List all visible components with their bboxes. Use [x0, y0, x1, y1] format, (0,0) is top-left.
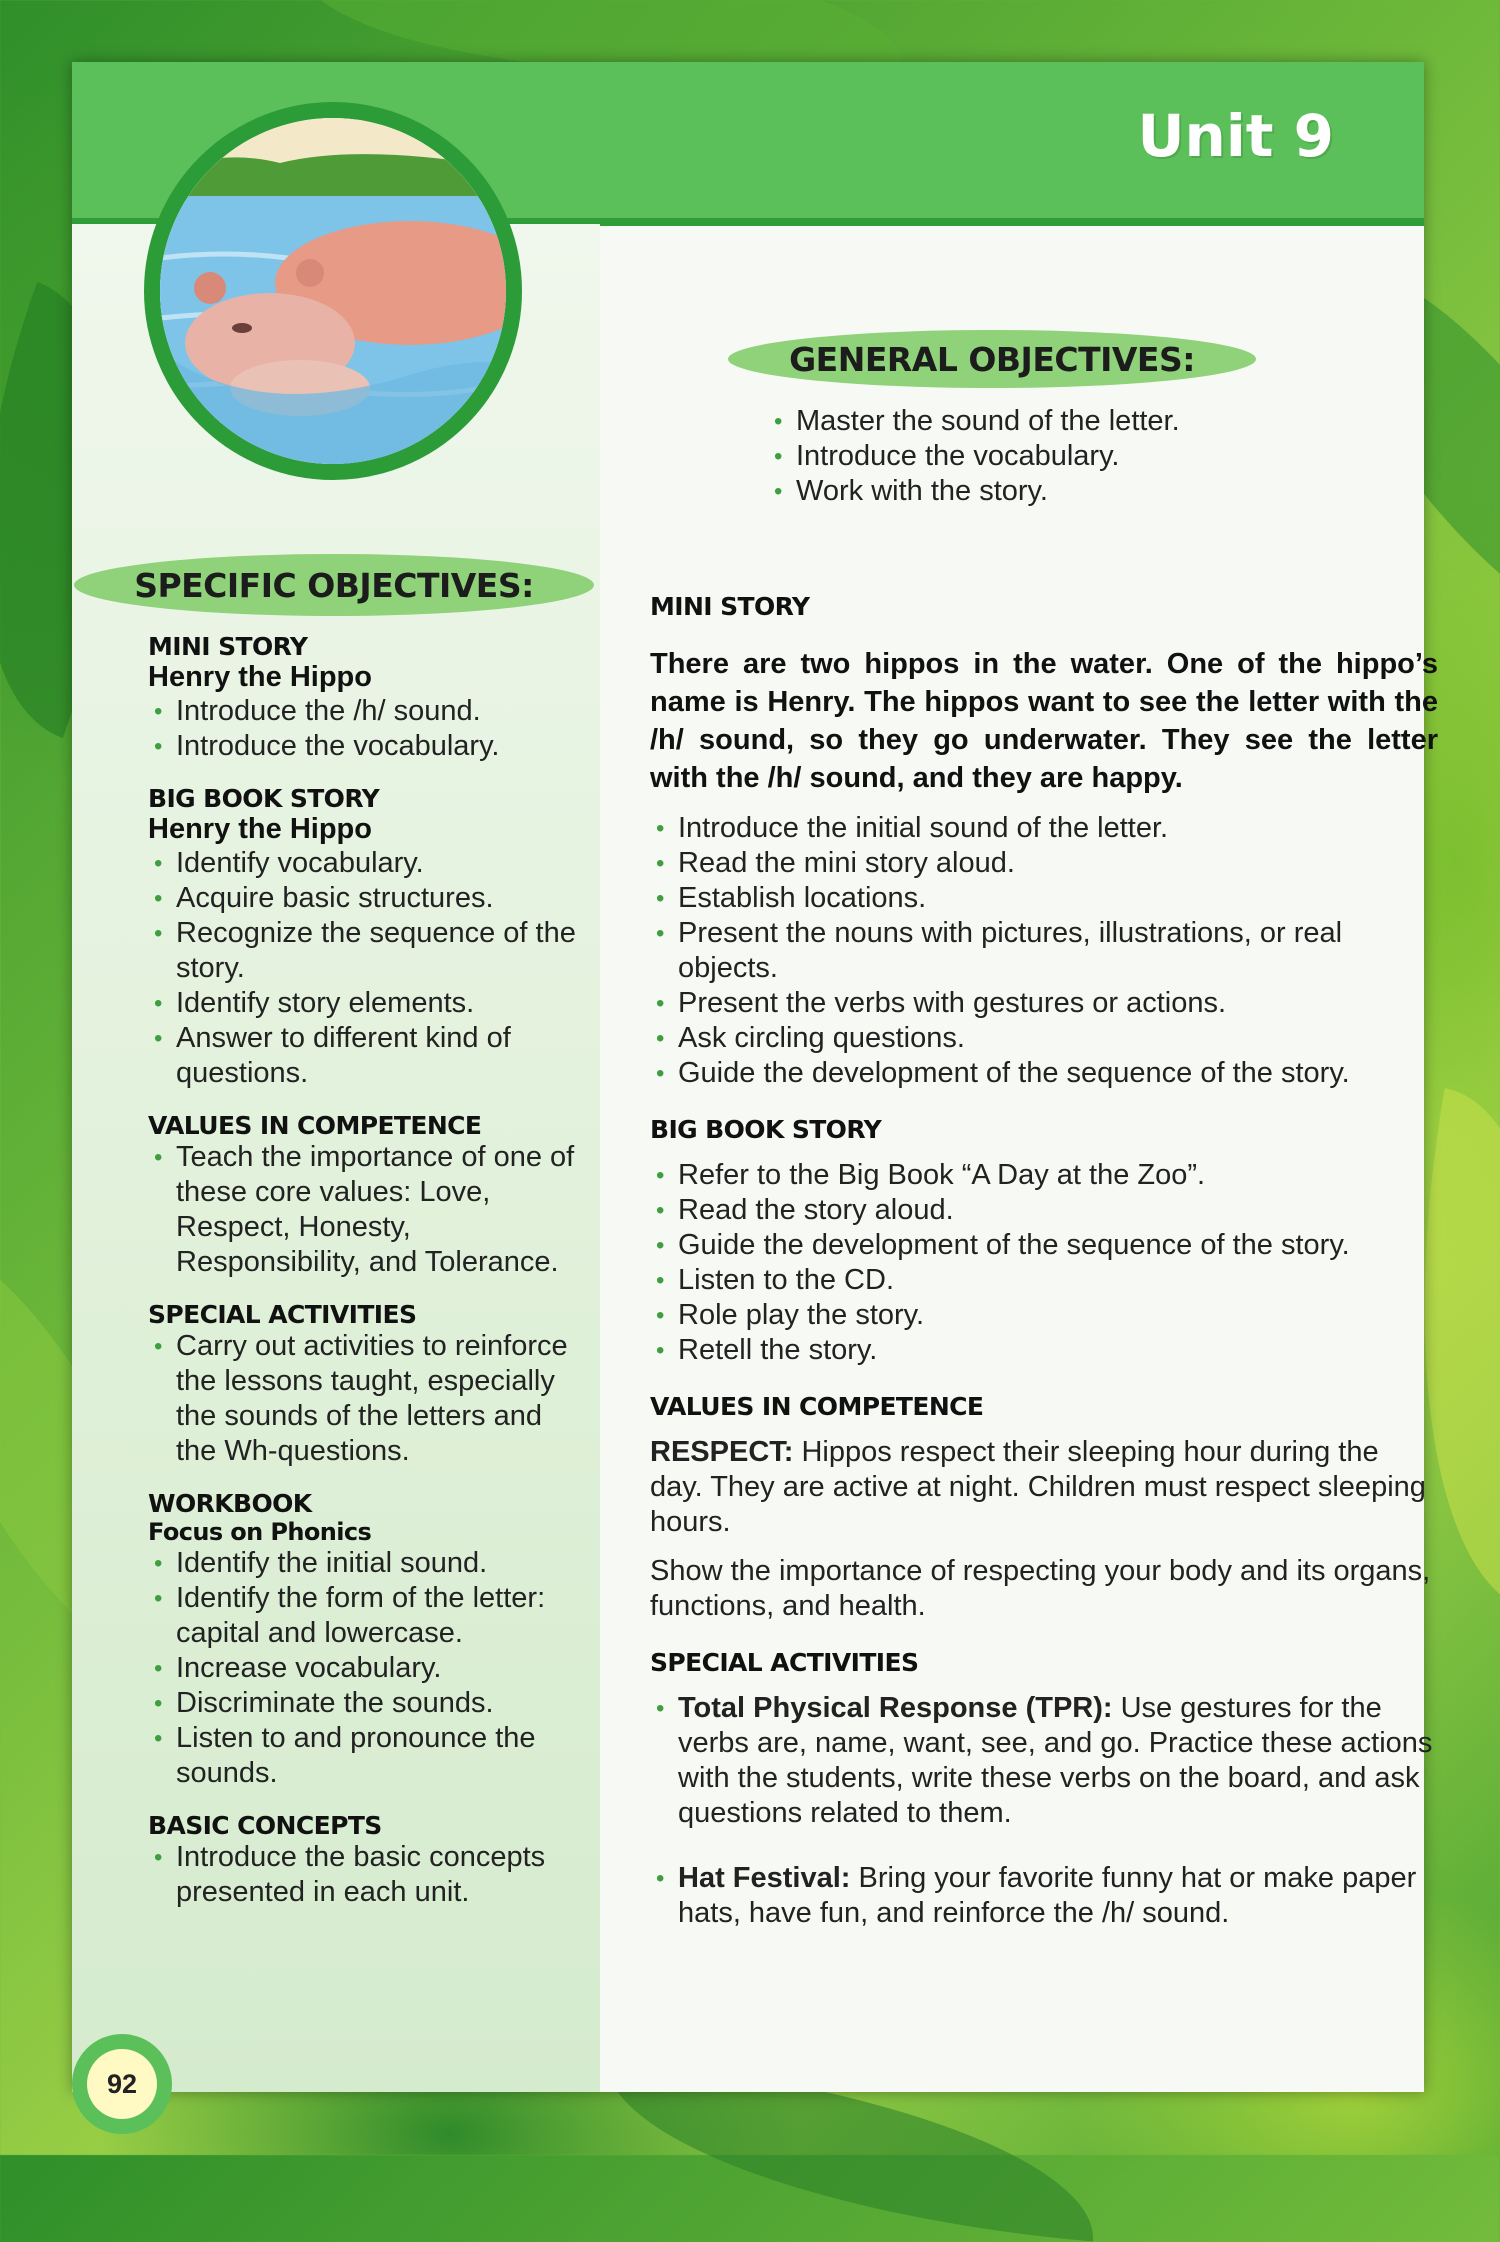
- list-item: • Guide the development of the sequence of the story.: [650, 1228, 1438, 1263]
- list-item: • Carry out activities to reinforce the lessons taught, especially the sounds of the letters and the Wh-questions.: [148, 1329, 588, 1469]
- list-item: • Answer to different kind of questions.: [148, 1021, 588, 1091]
- list-item: • Teach the importance of one of these core values: Love, Respect, Honesty, Responsibility, and Tolerance.: [148, 1140, 588, 1280]
- specific-objectives: [148, 632, 588, 1910]
- list-item: • Identify vocabulary.: [148, 846, 588, 881]
- general-objectives-list: [768, 404, 1328, 509]
- list-item: • Work with the story.: [768, 474, 1328, 509]
- respect-label: RESPECT:: [650, 1436, 794, 1468]
- list-item: • Listen to the CD.: [650, 1263, 1438, 1298]
- page-number-badge: [72, 2034, 172, 2134]
- list-item: • Recognize the sequence of the story.: [148, 916, 588, 986]
- list-item: • Read the story aloud.: [650, 1193, 1438, 1228]
- hippo-illustration: [144, 102, 522, 480]
- list-item: • Identify the initial sound.: [148, 1546, 588, 1581]
- list-item: • Refer to the Big Book “A Day at the Zoo”.: [650, 1158, 1438, 1193]
- workbook-page: [72, 62, 1438, 2099]
- list-item: • Introduce the basic concepts presented in each unit.: [148, 1840, 588, 1910]
- section-heading-values: VALUES IN COMPETENCE: [148, 1111, 482, 1140]
- list-item: • Listen to and pronounce the sounds.: [148, 1721, 588, 1791]
- section-subtitle: Henry the Hippo: [148, 661, 372, 693]
- section-heading-values: VALUES IN COMPETENCE: [650, 1392, 984, 1421]
- section-heading-mini-story: MINI STORY: [148, 632, 308, 661]
- main-content: [650, 592, 1438, 1931]
- section-heading-special-activities: SPECIAL ACTIVITIES: [650, 1648, 919, 1677]
- specific-objectives-heading: SPECIFIC OBJECTIVES:: [74, 554, 594, 616]
- list-item: • Acquire basic structures.: [148, 881, 588, 916]
- list-item: • Present the verbs with gestures or actions.: [650, 986, 1438, 1021]
- section-heading-workbook: WORKBOOK: [148, 1489, 312, 1518]
- unit-title: Unit 9: [1137, 102, 1334, 170]
- hat-festival-text: Bring your favorite funny hat or make paper hats, have fun, and reinforce the /h/ sound.: [678, 1862, 1417, 1929]
- tpr-text: Use gestures for the verbs are, name, want, see, and go. Practice these actions with the students, write these verbs on the board, and ask questions related to them.: [678, 1692, 1433, 1829]
- list-item: • Role play the story.: [650, 1298, 1438, 1333]
- list-item: • Guide the development of the sequence of the story.: [650, 1056, 1438, 1091]
- section-subtitle: Focus on Phonics: [148, 1518, 372, 1546]
- hippo-picture: [160, 118, 506, 464]
- section-heading-mini-story: MINI STORY: [650, 592, 810, 621]
- section-heading-big-book-story: BIG BOOK STORY: [148, 784, 380, 813]
- values-paragraph: [650, 1435, 1438, 1540]
- list-item: • Introduce the vocabulary.: [768, 439, 1328, 474]
- list-item: • Introduce the initial sound of the letter.: [650, 811, 1438, 846]
- list-item: [650, 1861, 1438, 1931]
- respect-text: Hippos respect their sleeping hour during the day. They are active at night. Children must respect sleeping hours.: [650, 1436, 1426, 1538]
- section-heading-special-activities: SPECIAL ACTIVITIES: [148, 1300, 417, 1329]
- section-heading-basic-concepts: BASIC CONCEPTS: [148, 1811, 382, 1840]
- mini-story-text: There are two hippos in the water. One of the hippo’s name is Henry. The hippos want to see the letter with the /h/ sound, so they go underwater. They see the letter with the /h/ sound, and they are happy.: [650, 648, 1438, 794]
- section-heading-big-book-story: BIG BOOK STORY: [650, 1115, 882, 1144]
- list-item: • Introduce the /h/ sound.: [148, 694, 588, 729]
- list-item: • Discriminate the sounds.: [148, 1686, 588, 1721]
- list-item: [650, 1691, 1438, 1831]
- section-subtitle: Henry the Hippo: [148, 813, 372, 845]
- list-item: • Present the nouns with pictures, illustrations, or real objects.: [650, 916, 1438, 986]
- general-objectives-heading: GENERAL OBJECTIVES:: [728, 330, 1256, 388]
- list-item: • Ask circling questions.: [650, 1021, 1438, 1056]
- list-item: • Identify story elements.: [148, 986, 588, 1021]
- list-item: • Establish locations.: [650, 881, 1438, 916]
- values-paragraph-2: Show the importance of respecting your body and its organs, functions, and health.: [650, 1555, 1431, 1622]
- page-number: 92: [87, 2049, 157, 2119]
- list-item: • Introduce the vocabulary.: [148, 729, 588, 764]
- list-item: • Retell the story.: [650, 1333, 1438, 1368]
- list-item: • Increase vocabulary.: [148, 1651, 588, 1686]
- list-item: • Identify the form of the letter: capital and lowercase.: [148, 1581, 588, 1651]
- tpr-label: Total Physical Response (TPR):: [678, 1692, 1113, 1724]
- hat-festival-label: Hat Festival:: [678, 1862, 851, 1894]
- list-item: • Read the mini story aloud.: [650, 846, 1438, 881]
- list-item: • Master the sound of the letter.: [768, 404, 1328, 439]
